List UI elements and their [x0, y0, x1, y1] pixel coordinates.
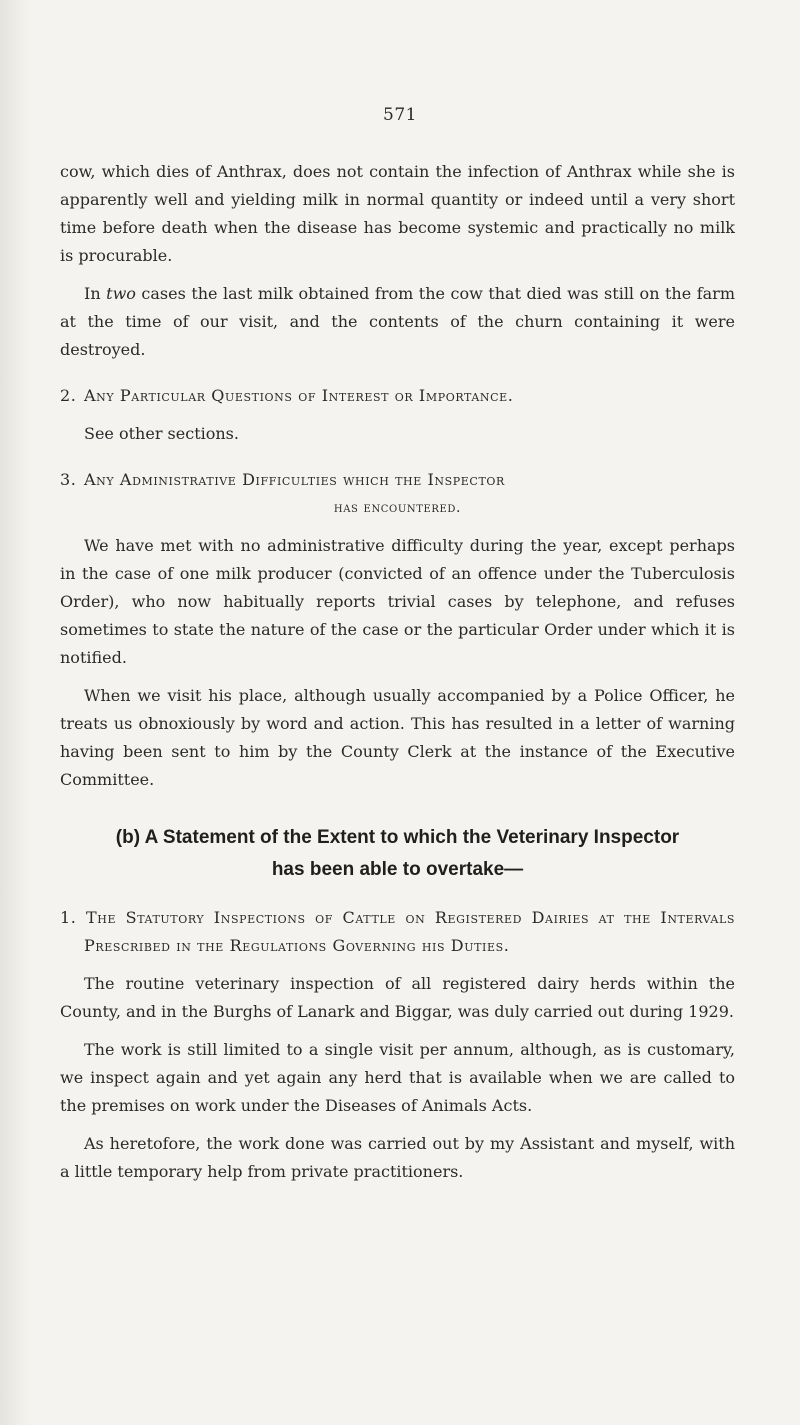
page-edge-shadow — [0, 0, 30, 1425]
page-body — [60, 158, 735, 1186]
heading-statutory-inspections: 1. The Statutory Inspections of Cattle on Registered Dairies at the Intervals Prescribed in the Regulations Governing his Duties. — [60, 908, 735, 955]
paragraph-two-suffix: cases the last milk obtained from the cow that died was still on the farm at the time of our visit, and the contents of the churn containing it were destroyed. — [60, 284, 735, 359]
section-b-heading: (b) A Statement of the Extent to which the Veterinary Inspector has been able to overtake— — [115, 827, 680, 880]
heading-2-text: Any Particular Questions of Interest or Importance. — [84, 386, 514, 405]
heading-particular-questions — [60, 382, 735, 410]
heading-3-text: Any Administrative Difficulties which the Inspector — [84, 470, 505, 489]
paragraph-see-other: See other sections. — [84, 424, 239, 443]
heading-3-continuation: has encountered. — [333, 500, 462, 516]
page-number: 571 — [383, 105, 417, 125]
paragraph-two-prefix: In — [84, 284, 107, 303]
heading-3-number: 3. — [60, 470, 77, 489]
paragraph-admin-difficulty: We have met with no administrative difficulty during the year, except perhaps in the case of one milk producer (convicted of an offence under the Tuberculosis Order), who now habitually reports trivial cases by telephone, and refuses sometimes to state the nature of the case or the particular Order under which it is notified. — [60, 536, 735, 667]
paragraph-police-officer: When we visit his place, although usually accompanied by a Police Officer, he treats us obnoxiously by word and action. This has resulted in a letter of warning having been sent to him by the County Clerk at the instance of the Executive Committee. — [60, 686, 735, 789]
paragraph-routine-inspection: The routine veterinary inspection of all registered dairy herds within the County, and in the Burghs of Lanark and Biggar, was duly carried out during 1929. — [60, 974, 735, 1021]
paragraph-single-visit: The work is still limited to a single visit per annum, although, as is customary, we inspect again and yet again any herd that is available when we are called to the premises on work under the Diseases of Animals Acts. — [60, 1040, 735, 1115]
paragraph-two-emphasis: two — [106, 284, 136, 303]
paragraph-assistant: As heretofore, the work done was carried out by my Assistant and myself, with a little temporary help from private practitioners. — [60, 1134, 735, 1181]
paragraph-two-cases — [60, 280, 735, 364]
heading-administrative-difficulties — [60, 466, 735, 494]
paragraph-anthrax: cow, which dies of Anthrax, does not contain the infection of Anthrax while she is apparently well and yielding milk in normal quantity or indeed until a very short time before death when the disease has become systemic and practically no milk is procurable. — [60, 162, 735, 265]
heading-2-number: 2. — [60, 386, 77, 405]
